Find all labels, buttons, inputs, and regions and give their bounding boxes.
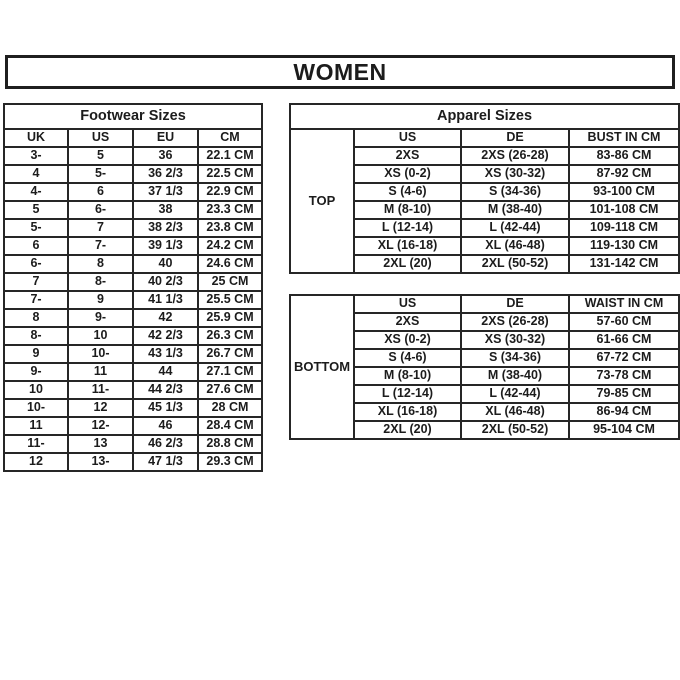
table-cell: 9 (68, 291, 133, 309)
table-cell: 13 (68, 435, 133, 453)
bottom-section-label: BOTTOM (290, 295, 354, 439)
table-cell: 38 2/3 (133, 219, 198, 237)
table-cell: 86-94 CM (569, 403, 679, 421)
table-cell: 11- (68, 381, 133, 399)
footwear-table-title: Footwear Sizes (4, 104, 262, 129)
apparel-top-table-body (290, 104, 679, 273)
table-cell: 2XS (354, 147, 461, 165)
table-cell: L (12-14) (354, 385, 461, 403)
table-cell: XL (46-48) (461, 403, 569, 421)
table-row (4, 417, 262, 435)
table-cell: 6- (68, 201, 133, 219)
table-cell: 6 (4, 237, 68, 255)
footwear-header-row (4, 129, 262, 147)
column-header-eu: EU (133, 129, 198, 147)
table-cell: 10- (4, 399, 68, 417)
table-cell: 9- (4, 363, 68, 381)
table-cell: XL (16-18) (354, 237, 461, 255)
table-cell: S (34-36) (461, 349, 569, 367)
table-row (4, 327, 262, 345)
table-cell: 7 (68, 219, 133, 237)
table-cell: 3- (4, 147, 68, 165)
apparel-table-title: Apparel Sizes (290, 104, 679, 129)
table-cell: 4 (4, 165, 68, 183)
apparel-bottom-table-body (290, 295, 679, 439)
table-cell: XS (30-32) (461, 165, 569, 183)
table-cell: 5 (4, 201, 68, 219)
table-row (4, 255, 262, 273)
table-cell: 24.2 CM (198, 237, 262, 255)
table-cell: 46 2/3 (133, 435, 198, 453)
table-cell: 28.4 CM (198, 417, 262, 435)
table-cell: 11 (68, 363, 133, 381)
table-cell: 79-85 CM (569, 385, 679, 403)
table-cell: 83-86 CM (569, 147, 679, 165)
table-row (4, 219, 262, 237)
table-cell: 23.8 CM (198, 219, 262, 237)
table-cell: 39 1/3 (133, 237, 198, 255)
table-cell: 131-142 CM (569, 255, 679, 273)
column-header-waist: WAIST IN CM (569, 295, 679, 313)
table-cell: XL (46-48) (461, 237, 569, 255)
table-cell: 9- (68, 309, 133, 327)
table-cell: XS (30-32) (461, 331, 569, 349)
table-row (4, 309, 262, 327)
table-cell: M (8-10) (354, 367, 461, 385)
table-cell: 42 2/3 (133, 327, 198, 345)
footwear-table-body (4, 104, 262, 471)
apparel-bottom-header-row (290, 295, 679, 313)
table-cell: 95-104 CM (569, 421, 679, 439)
table-cell: 7 (4, 273, 68, 291)
table-row (4, 435, 262, 453)
table-cell: 10 (4, 381, 68, 399)
table-cell: 11 (4, 417, 68, 435)
table-cell: 67-72 CM (569, 349, 679, 367)
table-cell: 7- (68, 237, 133, 255)
table-cell: L (42-44) (461, 385, 569, 403)
table-cell: 43 1/3 (133, 345, 198, 363)
column-header-cm: CM (198, 129, 262, 147)
column-header-us: US (354, 129, 461, 147)
table-cell: 22.5 CM (198, 165, 262, 183)
table-cell: S (4-6) (354, 183, 461, 201)
table-row (4, 453, 262, 471)
table-cell: 4- (4, 183, 68, 201)
table-cell: 61-66 CM (569, 331, 679, 349)
column-header-us: US (68, 129, 133, 147)
table-cell: 36 (133, 147, 198, 165)
table-cell: 27.6 CM (198, 381, 262, 399)
table-cell: 9 (4, 345, 68, 363)
column-header-uk: UK (4, 129, 68, 147)
table-cell: 36 2/3 (133, 165, 198, 183)
table-cell: 12- (68, 417, 133, 435)
table-cell: 2XL (50-52) (461, 255, 569, 273)
table-cell: 93-100 CM (569, 183, 679, 201)
table-row (4, 183, 262, 201)
table-cell: 24.6 CM (198, 255, 262, 273)
table-cell: 12 (68, 399, 133, 417)
table-cell: 87-92 CM (569, 165, 679, 183)
table-cell: 46 (133, 417, 198, 435)
column-header-bust: BUST IN CM (569, 129, 679, 147)
table-row (4, 165, 262, 183)
table-cell: 40 (133, 255, 198, 273)
table-row (4, 201, 262, 219)
table-cell: 10 (68, 327, 133, 345)
page-title-text: WOMEN (293, 58, 387, 85)
table-cell: 8 (4, 309, 68, 327)
table-cell: 26.3 CM (198, 327, 262, 345)
table-cell: 22.1 CM (198, 147, 262, 165)
table-row (4, 399, 262, 417)
column-header-de: DE (461, 129, 569, 147)
column-header-us: US (354, 295, 461, 313)
table-row (4, 291, 262, 309)
table-cell: 42 (133, 309, 198, 327)
table-row (4, 345, 262, 363)
table-cell: M (8-10) (354, 201, 461, 219)
apparel-title-row (290, 104, 679, 129)
table-cell: 7- (4, 291, 68, 309)
table-row (4, 237, 262, 255)
table-row (4, 381, 262, 399)
table-cell: 13- (68, 453, 133, 471)
table-cell: XS (0-2) (354, 165, 461, 183)
table-cell: 10- (68, 345, 133, 363)
table-cell: 2XS (26-28) (461, 147, 569, 165)
table-cell: 8 (68, 255, 133, 273)
table-cell: 47 1/3 (133, 453, 198, 471)
table-cell: 28.8 CM (198, 435, 262, 453)
table-cell: 23.3 CM (198, 201, 262, 219)
table-cell: 5- (68, 165, 133, 183)
table-cell: 45 1/3 (133, 399, 198, 417)
table-cell: L (42-44) (461, 219, 569, 237)
table-cell: 6 (68, 183, 133, 201)
table-cell: L (12-14) (354, 219, 461, 237)
footwear-title-row (4, 104, 262, 129)
table-cell: 6- (4, 255, 68, 273)
table-cell: 2XL (20) (354, 255, 461, 273)
table-cell: 40 2/3 (133, 273, 198, 291)
table-cell: M (38-40) (461, 367, 569, 385)
table-cell: 29.3 CM (198, 453, 262, 471)
table-cell: 44 (133, 363, 198, 381)
table-cell: 109-118 CM (569, 219, 679, 237)
table-cell: 2XS (354, 313, 461, 331)
table-cell: S (4-6) (354, 349, 461, 367)
table-cell: 22.9 CM (198, 183, 262, 201)
table-cell: 101-108 CM (569, 201, 679, 219)
table-row (4, 273, 262, 291)
table-row (4, 363, 262, 381)
footwear-sizes-table (3, 103, 263, 472)
table-cell: 38 (133, 201, 198, 219)
table-cell: 44 2/3 (133, 381, 198, 399)
table-cell: 41 1/3 (133, 291, 198, 309)
table-cell: 27.1 CM (198, 363, 262, 381)
table-cell: 2XS (26-28) (461, 313, 569, 331)
table-cell: 8- (68, 273, 133, 291)
table-cell: 73-78 CM (569, 367, 679, 385)
table-cell: 57-60 CM (569, 313, 679, 331)
table-cell: 2XL (50-52) (461, 421, 569, 439)
table-cell: XL (16-18) (354, 403, 461, 421)
table-cell: 5 (68, 147, 133, 165)
table-cell: 25.5 CM (198, 291, 262, 309)
apparel-top-header-row (290, 129, 679, 147)
table-cell: 12 (4, 453, 68, 471)
table-cell: 25 CM (198, 273, 262, 291)
apparel-bottom-table (289, 294, 680, 440)
table-cell: 25.9 CM (198, 309, 262, 327)
table-cell: 26.7 CM (198, 345, 262, 363)
column-header-de: DE (461, 295, 569, 313)
table-cell: 8- (4, 327, 68, 345)
table-cell: 11- (4, 435, 68, 453)
table-cell: 119-130 CM (569, 237, 679, 255)
table-cell: 37 1/3 (133, 183, 198, 201)
page-title (5, 55, 675, 89)
table-cell: 5- (4, 219, 68, 237)
table-cell: XS (0-2) (354, 331, 461, 349)
table-cell: M (38-40) (461, 201, 569, 219)
apparel-top-table (289, 103, 680, 274)
table-cell: 2XL (20) (354, 421, 461, 439)
table-row (4, 147, 262, 165)
table-cell: 28 CM (198, 399, 262, 417)
table-cell: S (34-36) (461, 183, 569, 201)
top-section-label: TOP (290, 129, 354, 273)
